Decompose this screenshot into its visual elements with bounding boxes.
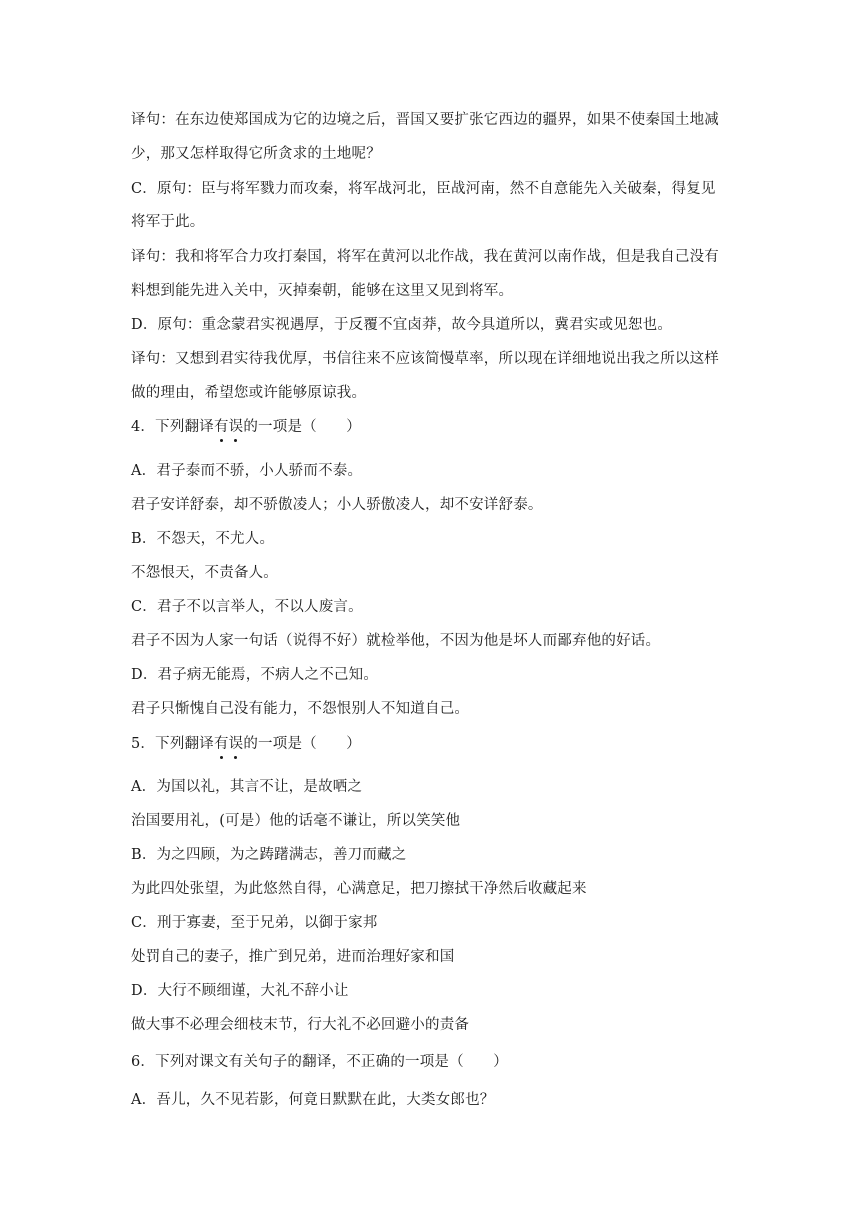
text-line: C．刑于寡妻，至于兄弟，以御于家邦 (131, 915, 378, 931)
text-line: 做的理由，希望您或许能够原谅我。 (131, 385, 367, 401)
question-4-stem: 4．下列翻译有误的一项是（ ） (131, 419, 361, 435)
text-line: 君子不因为人家一句话（说得不好）就检举他，不因为他是坏人而鄙弃他的好话。 (131, 633, 661, 649)
text-line: A．吾儿，久不见若影，何竟日默默在此，大类女郎也？ (131, 1092, 495, 1108)
text-line: 君子安详舒泰，却不骄傲凌人；小人骄傲凌人，却不安详舒泰。 (131, 497, 543, 513)
text-line: A．为国以礼，其言不让，是故哂之 (131, 779, 363, 795)
text-line: 做大事不必理会细枝末节，行大礼不必回避小的责备 (131, 1017, 470, 1033)
text-line: 译句：又想到君实待我优厚，书信往来不应该简慢草率，所以现在详细地说出我之所以这样 (131, 351, 719, 367)
text-line: D．君子病无能焉，不病人之不己知。 (131, 667, 379, 683)
text-line: 君子只惭愧自己没有能力，不怨恨别人不知道自己。 (131, 701, 470, 717)
text-line: 处罚自己的妻子，推广到兄弟，进而治理好家和国 (131, 949, 455, 965)
text-line: 料想到能先进入关中，灭掉秦朝，能够在这里又见到将军。 (131, 283, 514, 299)
text-line: C．君子不以言举人，不以人废言。 (131, 599, 363, 615)
text-line: 将军于此。 (131, 214, 205, 230)
text-line: 少，那又怎样取得它所贪求的土地呢？ (131, 146, 381, 162)
text-line: 治国要用礼，(可是）他的话毫不谦让，所以笑笑他 (131, 813, 461, 829)
text-line: D．原句：重念蒙君实视遇厚，于反覆不宜卤莽，故今具道所以，冀君实或见恕也。 (131, 317, 673, 333)
text-line: B．不怨天，不尤人。 (131, 531, 275, 547)
text-line: D．大行不顾细谨，大礼不辞小让 (131, 983, 349, 999)
question-5-stem: 5．下列翻译有误的一项是（ ） (131, 736, 361, 752)
text-line: 译句：我和将军合力攻打秦国，将军在黄河以北作战，我在黄河以南作战，但是我自己没有 (131, 249, 719, 265)
text-line: 不怨恨天，不责备人。 (131, 565, 278, 581)
text-line: A．君子泰而不骄，小人骄而不泰。 (131, 463, 363, 479)
text-line: 为此四处张望，为此悠然自得，心满意足，把刀擦拭干净然后收藏起来 (131, 881, 587, 897)
text-line: 译句：在东边使郑国成为它的边境之后，晋国又要扩张它西边的疆界，如果不使秦国土地减 (131, 112, 719, 128)
question-6-stem: 6．下列对课文有关句子的翻译，不正确的一项是（ ） (131, 1054, 508, 1070)
text-line: C．原句：臣与将军戮力而攻秦，将军战河北，臣战河南，然不自意能先入关破秦，得复见 (131, 181, 716, 197)
text-line: B．为之四顾，为之踌躇满志，善刀而藏之 (131, 847, 407, 863)
